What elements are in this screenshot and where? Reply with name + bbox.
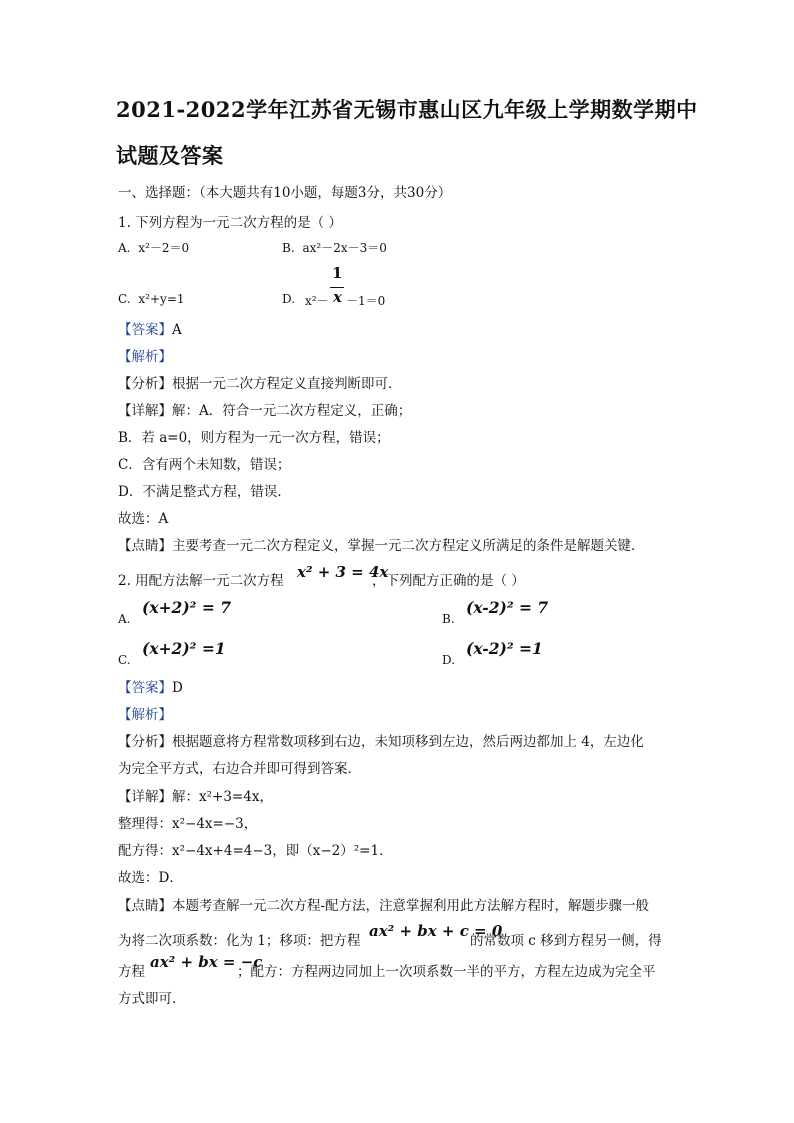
- q2-dianjing-line2-post: 的常数项 c 移到方程另一侧，得: [470, 933, 662, 949]
- q2-stem-pre: 2. 用配方法解一元二次方程: [118, 573, 284, 589]
- q1-line-c: C．含有两个未知数，错误；: [118, 457, 291, 473]
- q2-option-d-label: D.: [442, 653, 456, 667]
- q1-option-d-pre: x²－: [305, 294, 329, 308]
- q2-answer-value: D: [172, 680, 183, 696]
- q2-option-a-label: A.: [118, 612, 131, 626]
- q2-dianjing-line2-expr: ax² + bx + c = 0: [369, 922, 503, 940]
- q1-stem: 1. 下列方程为一元二次方程的是（ ）: [118, 215, 342, 231]
- q2-xiangjie-text: 解：x²+3=4x，: [172, 789, 273, 805]
- q2-dianjing-line2-pre: 为将二次项系数：化为 1；移项：把方程: [118, 933, 361, 949]
- q2-option-c-label: C.: [118, 653, 131, 667]
- q1-fenxi-tag: 【分析】: [118, 376, 172, 392]
- q1-option-d-label: D.: [282, 292, 296, 306]
- q1-xiangjie: [118, 399, 411, 419]
- q2-dianjing-line3-pre: 方程: [118, 964, 145, 980]
- page-title-line2: 试题及答案: [116, 143, 224, 168]
- q2-stem-post: ，下列配方正确的是（ ）: [372, 573, 525, 589]
- q1-answer-tag: 【答案】: [118, 322, 172, 338]
- q1-option-d-denominator: x: [333, 288, 342, 306]
- q2-dianjing-line3-expr: ax² + bx = −c: [150, 953, 263, 971]
- q1-option-c-label: C.: [118, 292, 131, 306]
- q1-choose: 故选：A: [118, 511, 169, 527]
- q2-peifang: 配方得：x²−4x+4=4−3，即（x−2）²=1．: [118, 843, 393, 859]
- q2-answer: [118, 676, 183, 696]
- q2-answer-tag: 【答案】: [118, 680, 172, 696]
- q1-analysis-tag: 【解析】: [118, 349, 172, 365]
- q1-dianjing-tag: 【点睛】: [118, 538, 172, 554]
- q1-option-a-expr: x²－2＝0: [138, 241, 190, 255]
- q2-xiangjie-tag: 【详解】: [118, 789, 172, 805]
- section-header: 一、选择题：（本大题共有10小题，每题3分，共30分）: [118, 185, 452, 201]
- q2-option-d-expr: (x-2)² =1: [466, 639, 543, 658]
- q2-option-b-label: B.: [442, 612, 455, 626]
- q2-fenxi-text1: 根据题意将方程常数项移到右边，未知项移到左边，然后两边都加上 4，左边化: [172, 734, 644, 750]
- q1-option-b-expr: ax²－2x－3＝0: [302, 241, 387, 255]
- q2-dianjing-text1: 本题考查解一元二次方程-配方法，注意掌握利用此方法解方程时，解题步骤一般: [172, 898, 650, 914]
- q1-answer: [118, 318, 182, 338]
- q1-line-d: D．不满足整式方程，错误．: [118, 484, 291, 500]
- q2-choose: 故选：D．: [118, 870, 183, 886]
- q2-option-a-expr: (x+2)² = 7: [142, 598, 232, 617]
- q1-dianjing-text: 主要考查一元二次方程定义，掌握一元二次方程定义所满足的条件是解题关键．: [172, 538, 645, 554]
- q2-dianjing-line3-post: ；配方：方程两边同加上一次项系数一半的平方，方程左边成为完全平: [237, 964, 656, 980]
- q2-option-c-expr: (x+2)² =1: [142, 639, 226, 658]
- q1-option-b-label: B.: [282, 241, 295, 255]
- q1-option-d-numerator: 1: [332, 264, 343, 282]
- q1-line-b: B．若 a=0，则方程为一元一次方程，错误；: [118, 430, 390, 446]
- q1-option-d-post: －1＝0: [346, 294, 386, 308]
- page-title-line1: 2021-2022学年江苏省无锡市惠山区九年级上学期数学期中: [116, 97, 698, 122]
- q1-xiangjie-tag: 【详解】: [118, 403, 172, 419]
- q2-fenxi-line1: [118, 730, 644, 750]
- q1-dianjing: [118, 534, 645, 554]
- q1-answer-value: A: [172, 322, 182, 338]
- q1-fenxi: [118, 372, 402, 392]
- q1-option-a-label: A.: [118, 241, 131, 255]
- q1-option-a: [118, 239, 189, 256]
- q2-zhengli: 整理得：x²−4x=−3，: [118, 816, 258, 832]
- q2-dianjing-line1: [118, 894, 649, 914]
- q2-xiangjie: [118, 785, 273, 805]
- q2-dianjing-line4: 方式即可．: [118, 991, 186, 1007]
- q2-analysis-tag: 【解析】: [118, 707, 172, 723]
- q1-option-c-expr: x²+y=1: [138, 292, 185, 306]
- q1-xiangjie-text: 解：A．符合一元二次方程定义，正确；: [172, 403, 412, 419]
- q2-dianjing-tag: 【点睛】: [118, 898, 172, 914]
- q2-option-b-expr: (x-2)² = 7: [466, 598, 549, 617]
- q1-fenxi-text: 根据一元二次方程定义直接判断即可．: [172, 376, 402, 392]
- q2-fenxi-line2: 为完全平方式，右边合并即可得到答案．: [118, 761, 361, 777]
- q1-option-c: [118, 292, 185, 306]
- q2-fenxi-tag: 【分析】: [118, 734, 172, 750]
- q1-option-b: [282, 239, 387, 256]
- q2-stem-expr: x² + 3 = 4x: [297, 563, 389, 581]
